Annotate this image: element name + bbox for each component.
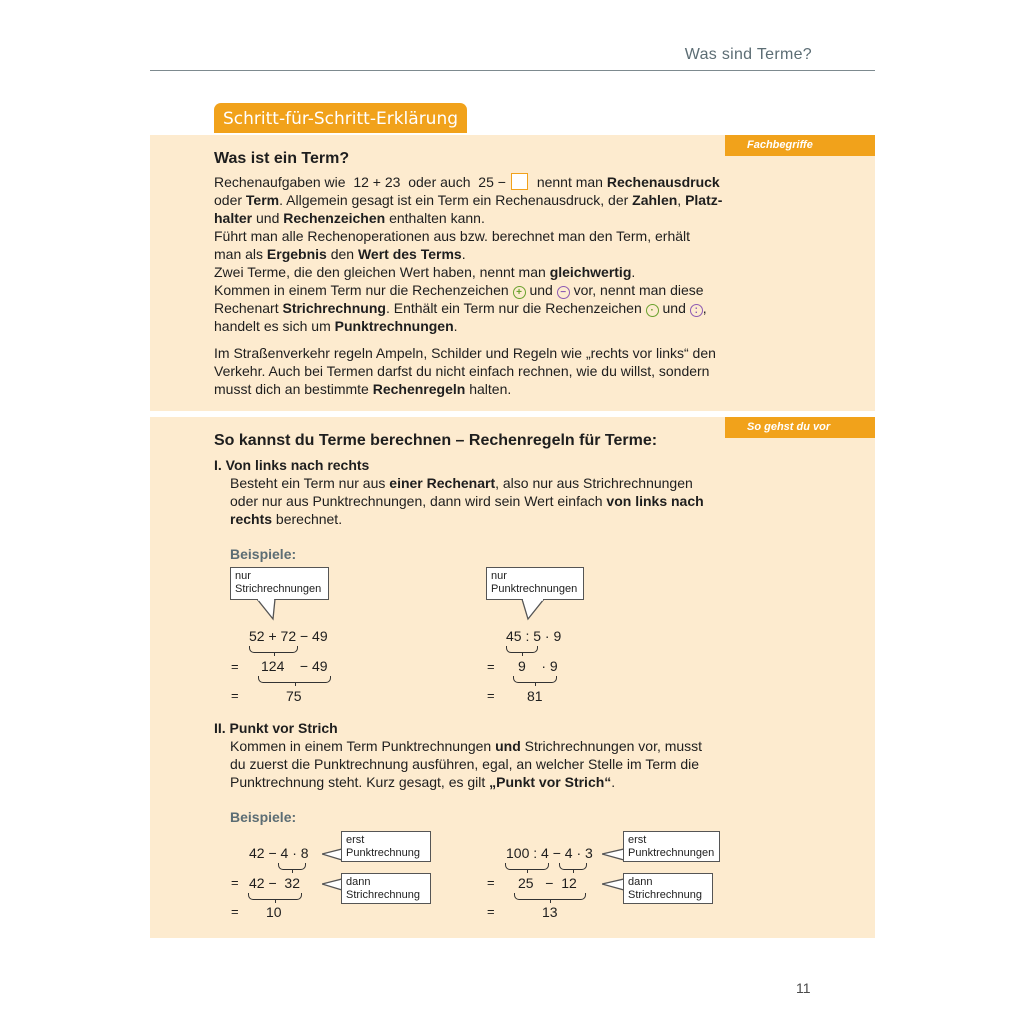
keyword: von links nach: [606, 493, 704, 509]
equals-sign: =: [231, 688, 239, 703]
example-line: 42 − 4 · 8: [249, 845, 309, 861]
examples-label: Beispiele:: [230, 546, 297, 562]
callout-pointer: [518, 599, 548, 621]
rule-line: [230, 492, 734, 510]
keyword: Rechenausdruck: [606, 174, 720, 190]
brace-mark: [513, 676, 557, 683]
equals-sign: =: [487, 875, 495, 890]
rule-line: Punktrechnung steht. Kurz gesagt, es gilt „Punkt vor Strich“.: [230, 774, 616, 790]
brace-mark: [514, 893, 586, 900]
example-line: 100 : 4 − 4 · 3: [506, 845, 593, 861]
equals-sign: =: [231, 875, 239, 890]
rule-1: [214, 456, 734, 528]
callout-text: Strichrechnung: [628, 889, 702, 901]
rule-line: [230, 510, 734, 528]
rule-line: [230, 474, 734, 492]
callout-dann-strichrechnung: [623, 873, 713, 904]
keyword: Wert des Terms: [357, 246, 462, 262]
keyword: und: [495, 738, 521, 754]
definition-text: [214, 173, 734, 398]
example-result: 13: [542, 904, 558, 920]
callout-pointer-shape: [322, 879, 342, 890]
callout-nur-punktrechnungen: [486, 567, 584, 600]
equals-sign: =: [487, 659, 495, 674]
equals-sign: =: [231, 659, 239, 674]
divide-icon: :: [690, 304, 703, 317]
text-span: oder: [214, 192, 243, 208]
text-span: Kommen in einem Term nur die Rechenzeichen: [214, 282, 509, 298]
keyword: halter: [214, 210, 253, 226]
rule-line: du zuerst die Punktrechnung ausführen, egal, an welcher Stelle im Term die: [230, 756, 700, 772]
definition-heading: Was ist ein Term?: [214, 150, 350, 167]
definition-line: Zwei Terme, die den gleichen Wert haben, nennt man gleichwertig.: [214, 264, 636, 280]
brace-mark: [505, 863, 549, 870]
keyword: einer Rechenart: [389, 475, 496, 491]
placeholder-square-icon: [511, 173, 528, 190]
callout-text: erst: [628, 834, 647, 846]
definition-line: [214, 173, 734, 191]
so-gehst-du-vor-tag: So gehst du vor: [725, 417, 875, 438]
keyword: Zahlen: [632, 192, 678, 208]
text-span: halten.: [469, 381, 512, 397]
keyword: Platz-: [685, 192, 723, 208]
example-line: 25 − 12: [518, 875, 577, 891]
rule-line: [230, 737, 734, 755]
brace-mark: [248, 893, 302, 900]
definition-line: [214, 380, 734, 398]
equals-sign: =: [487, 688, 495, 703]
text-span: handelt es sich um: [214, 318, 331, 334]
minus-icon: −: [557, 286, 570, 299]
text-span: Punktrechnung steht. Kurz gesagt, es gilt: [230, 774, 486, 790]
brace-mark: [278, 863, 306, 870]
brace-mark: [249, 646, 298, 653]
keyword: „Punkt vor Strich“: [489, 774, 612, 790]
keyword: Rechenregeln: [372, 381, 466, 397]
definition-line: Verkehr. Auch bei Termen darfst du nicht einfach rechnen, wie du willst, sondern: [214, 363, 710, 379]
definition-line: man als Ergebnis den Wert des Terms.: [214, 246, 466, 262]
callout-text: Punktrechnung: [346, 847, 420, 859]
text-span: vor, nennt man diese: [573, 282, 704, 298]
text-span: man als: [214, 246, 264, 262]
term-example: 25 −: [478, 174, 506, 190]
fachbegriffe-tag: Fachbegriffe: [725, 135, 875, 156]
term-example: 12 + 23: [353, 174, 401, 190]
text-span: den: [330, 246, 355, 262]
callout-text: Strichrechnung: [346, 889, 420, 901]
definition-line: Im Straßenverkehr regeln Ampeln, Schilder und Regeln wie „rechts vor links“ den: [214, 345, 716, 361]
definition-line: oder Term. Allgemein gesagt ist ein Term ein Rechenausdruck, der Zahlen, Platz-: [214, 192, 723, 208]
callout-text: erst: [346, 834, 365, 846]
example-result: 75: [286, 688, 302, 704]
example-result: 10: [266, 904, 282, 920]
callout-pointer-shape: [602, 849, 624, 860]
multiply-icon: ·: [646, 304, 659, 317]
page-number: 11: [796, 980, 811, 996]
text-span: und: [662, 300, 686, 316]
text-span: und: [529, 282, 553, 298]
rule-2: [214, 719, 734, 791]
callout-text: nur: [491, 570, 507, 582]
text-span: Rechenaufgaben wie: [214, 174, 346, 190]
definition-line: handelt es sich um Punktrechnungen.: [214, 318, 458, 334]
text-span: Strichrechnungen vor, musst: [524, 738, 703, 754]
callout-pointer: [255, 599, 279, 621]
spacer: [214, 335, 734, 344]
keyword: Term: [245, 192, 280, 208]
equals-sign: =: [487, 904, 495, 919]
callout-nur-strichrechnungen: [230, 567, 329, 600]
text-span: oder nur aus Punktrechnungen, dann wird sein Wert einfach: [230, 493, 603, 509]
plus-icon: +: [513, 286, 526, 299]
text-span: enthalten kann.: [389, 210, 485, 226]
callout-dann-strichrechnung: [341, 873, 431, 904]
rules-heading: So kannst du Terme berechnen – Rechenregeln für Terme:: [214, 432, 658, 449]
text-span: und: [256, 210, 280, 226]
definition-line: [214, 281, 734, 299]
callout-erst-punktrechnungen: [623, 831, 720, 862]
rule-title: II. Punkt vor Strich: [214, 720, 338, 736]
callout-erst-punktrechnung: [341, 831, 431, 862]
definition-line: [214, 209, 734, 227]
keyword: rechts: [230, 511, 273, 527]
callout-pointer-shape: [322, 849, 342, 860]
callout-text: Punktrechnungen: [491, 583, 578, 595]
callout-text: nur: [235, 570, 251, 582]
text-span: . Enthält ein Term nur die Rechenzeichen: [385, 300, 642, 316]
text-span: Rechenart: [214, 300, 279, 316]
keyword: Punktrechnungen: [334, 318, 454, 334]
keyword: gleichwertig: [549, 264, 632, 280]
definition-line: Rechenart Strichrechnung. Enthält ein Term nur die Rechenzeichen · und : ,: [214, 300, 707, 316]
example-line: 124 − 49: [261, 658, 328, 674]
header-divider: [150, 70, 875, 71]
example-result: 81: [527, 688, 543, 704]
keyword: Strichrechnung: [282, 300, 386, 316]
callout-pointer-shape: [522, 599, 544, 619]
callout-text: Strichrechnungen: [235, 583, 322, 595]
callout-pointer-shape: [257, 599, 275, 619]
example-line: 52 + 72 − 49: [249, 628, 328, 644]
keyword: Ergebnis: [266, 246, 327, 262]
page-header-title: Was sind Terme?: [684, 46, 812, 63]
text-span: . Allgemein gesagt ist ein Term ein Rechenausdruck, der: [279, 192, 629, 208]
equals-sign: =: [231, 904, 239, 919]
callout-text: Punktrechnungen: [628, 847, 715, 859]
example-line: 42 − 32: [249, 875, 300, 891]
text-span: Kommen in einem Term Punktrechnungen: [230, 738, 492, 754]
keyword: Rechenzeichen: [283, 210, 386, 226]
rule-body: [214, 737, 734, 791]
example-line: 45 : 5 · 9: [506, 628, 562, 644]
text-span: nennt man: [536, 174, 603, 190]
section-banner: Schritt-für-Schritt-Erklärung: [214, 103, 467, 133]
text-span: , also nur aus Strichrechnungen: [495, 475, 693, 491]
examples-label: Beispiele:: [230, 809, 297, 825]
callout-pointer-shape: [602, 879, 624, 890]
example-line: 9 · 9: [518, 658, 558, 674]
text-span: musst dich an bestimmte: [214, 381, 369, 397]
rule-title: I. Von links nach rechts: [214, 457, 370, 473]
text-span: berechnet.: [275, 511, 343, 527]
callout-text: dann: [346, 876, 371, 888]
text-span: oder auch: [408, 174, 471, 190]
text-span: Besteht ein Term nur aus: [230, 475, 386, 491]
brace-mark: [258, 676, 331, 683]
rule-body: [214, 474, 734, 528]
callout-text: dann: [628, 876, 653, 888]
text-span: Zwei Terme, die den gleichen Wert haben, nennt man: [214, 264, 546, 280]
definition-line: Führt man alle Rechenoperationen aus bzw. berechnet man den Term, erhält: [214, 228, 691, 244]
brace-mark: [506, 646, 538, 653]
brace-mark: [559, 863, 587, 870]
